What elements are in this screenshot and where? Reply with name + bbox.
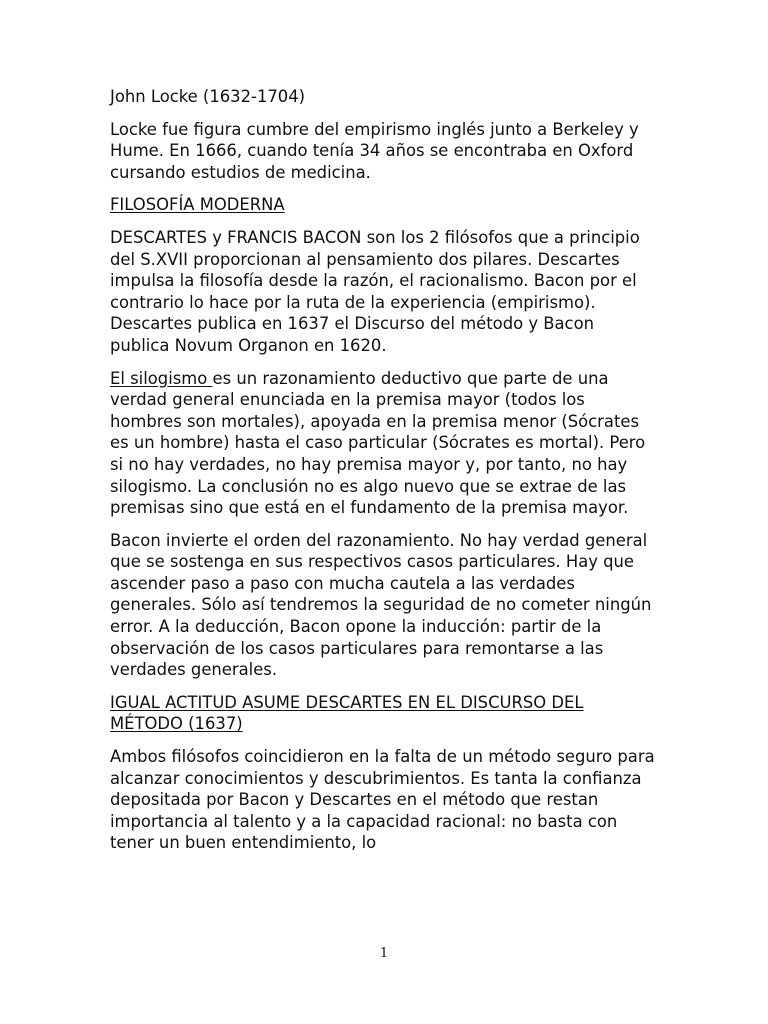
term-silogismo: El silogismo [110,368,213,388]
heading-filosofia-moderna: FILOSOFÍA MODERNA [110,195,285,215]
paragraph-bacon-induccion: Bacon invierte el orden del razonamiento. No hay verdad general que se sostenga en sus respectivos casos particulares. Hay que ascender paso a paso con mucha cautela a las verdades generales. Sólo así tendremos la seguridad de no cometer ningún error. A la deducción, Bacon opone la inducción: partir de la observación de los casos particulares para remontarse a las verdades generales. [110,530,652,680]
paragraph-locke: Locke fue figura cumbre del empirismo inglés junto a Berkeley y Hume. En 1666, cuando tenía 34 años se encontraba en Oxford cursando estudios de medicina. [110,119,639,182]
heading-discurso-metodo: IGUAL ACTITUD ASUME DESCARTES EN EL DISCURSO DEL MÉTODO (1637) [110,692,584,734]
document-title: John Locke (1632-1704) [110,87,306,106]
paragraph-silogismo [110,368,655,519]
paragraph-metodo: Ambos filósofos coincidieron en la falta de un método seguro para alcanzar conocimientos y descubrimientos. Es tanta la confianza depositada por Bacon y Descartes en el método que restan importancia al talento y a la capacidad racional: no basta con tener un buen entendimiento, lo [110,747,655,853]
page-number: 1 [379,946,389,961]
paragraph-descartes-bacon: DESCARTES y FRANCIS BACON son los 2 filósofos que a principio del S.XVII proporcionan al pensamiento dos pilares. Descartes impulsa la filosofía desde la razón, el racionalismo. Bacon por el contrario lo hace por la ruta de la experiencia (empirismo). Descartes publica en 1637 el Discurso del método y Bacon publica Novum Organon en 1620. [110,227,640,355]
paragraph-silogismo-text: es un razonamiento deductivo que parte de una verdad general enunciada en la premisa mayor (todos los hombres son mortales), apoyada en la premisa menor (Sócrates es un hombre) hasta el caso particular (Sócrates es mortal). Pero si no hay verdades, no hay premisa mayor y, por tanto, no hay silogismo. La conclusión no es algo nuevo que se extrae de las premisas sino que está en el fundamento de la premisa mayor. [110,368,646,518]
document-body [110,86,655,865]
